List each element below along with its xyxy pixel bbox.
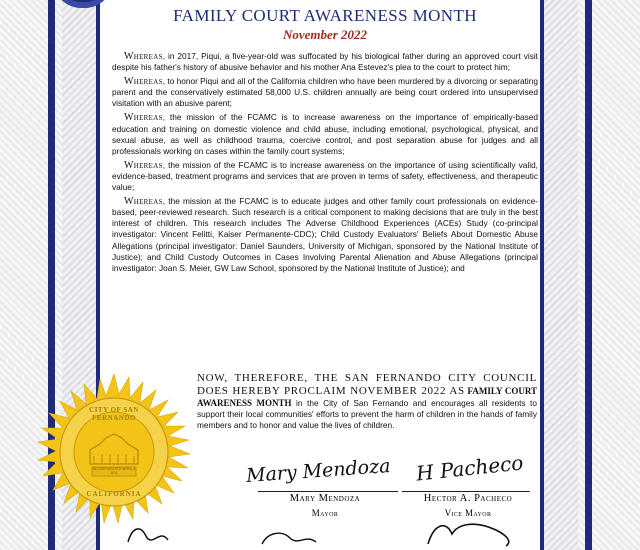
whereas-label: Whereas xyxy=(124,196,163,208)
whereas-paragraph xyxy=(112,76,538,109)
whereas-text: , the mission of the FCAMC is to increase awareness on the importance of empirically-based education and training on domestic violence and child abuse, including emotional, psychological, physical, and sexual abuse, as well as childhood trauma, coercive control, and post separation abuse for judges and all professionals working on cases within the family court systems; xyxy=(112,112,538,156)
seal-ring-bottom-text: CALIFORNIA xyxy=(86,490,142,498)
whereas-label: Whereas xyxy=(124,112,163,124)
seal-starburst-icon xyxy=(34,372,194,532)
whereas-label: Whereas xyxy=(124,159,163,171)
mayor-signature-line xyxy=(258,491,398,492)
whereas-text: , in 2017, Piqui, a five-year-old was suffocated by his biological father during an approved court visit despite his father's history of abusive behavior and his mother Ana Estevez's plea to the court to protect him; xyxy=(112,51,538,73)
whereas-text: , to honor Piqui and all of the California children who have been murdered by a divorcing or separating parent and the conservatively estimated 58,000 U.S. children annually are being court ordered into unsupervised visitation with an abusive parent; xyxy=(112,76,538,109)
mayor-title: Mayor xyxy=(311,508,339,518)
lower-signatures-partial xyxy=(0,518,640,548)
proclamation-text: in the City of San Fernando and encourages all residents to support their local communities' efforts to prevent the harm of children in the hands of family members and to honor and value the lives of children. xyxy=(197,398,537,431)
mayor-name: Mary Mendoza xyxy=(289,493,361,504)
document-subtitle: November 2022 xyxy=(282,27,368,42)
whereas-paragraph xyxy=(112,160,538,193)
proclamation-heading: NOW, THEREFORE, THE SAN FERNANDO CITY COUNCIL DOES HEREBY PROCLAIM NOVEMBER 2022 AS xyxy=(197,372,537,397)
whereas-text: , the mission at the FCAMC is to educate judges and other family court professionals on evidence-based, peer-reviewed research. Such research is a critical component to making decisions that are truly in the best interest of children. This research includes The Adverse Childhood Experiences (ACEs) Study (co-principal investigator: Vincent Felitti, Kaiser Permanente-CDC); Child Custody Evaluators' Beliefs About Domestic Abuse Allegations (principal investigator: Daniel Saunders, University of Michigan, sponsored by the National Institute of Justice); and Child Custody Outcomes in Cases Involving Parental Alienation and Abuse Allegations (principal investigator: Joan S. Meier, GW Law School, sponsored by the National Institute of Justice); and xyxy=(112,196,538,273)
vice-mayor-title: Vice Mayor xyxy=(444,508,492,518)
whereas-paragraph xyxy=(112,112,538,156)
whereas-label: Whereas xyxy=(124,76,163,88)
vice-mayor-signature-line xyxy=(402,491,530,492)
mayor-signature: Mary Mendoza xyxy=(245,454,392,488)
proclamation-body xyxy=(112,6,538,277)
proclamation-emphasis: FAMILY COURT AWARENESS MONTH xyxy=(197,386,538,408)
seal-ring-top-text: CITY OF SAN FERNANDO xyxy=(89,406,139,422)
whereas-label: Whereas xyxy=(124,51,163,62)
whereas-text: , the mission of the FCAMC is to increase awareness on the importance of using scientifically valid, evidence-based, treatment programs and services that are proven in terms of safety, effectiveness, and therapeutic value; xyxy=(112,159,538,193)
seal-banner-text: INCORPORATED APRIL 8 1911 xyxy=(92,467,136,476)
whereas-paragraph xyxy=(112,51,538,73)
vice-mayor-signature: H Pacheco xyxy=(415,450,525,486)
proclamation-statement xyxy=(197,372,537,432)
city-seal xyxy=(34,372,194,532)
vice-mayor-name: Hector A. Pacheco xyxy=(423,493,513,504)
document-title: FAMILY COURT AWARENESS MONTH xyxy=(173,6,477,25)
whereas-paragraph xyxy=(112,196,538,274)
